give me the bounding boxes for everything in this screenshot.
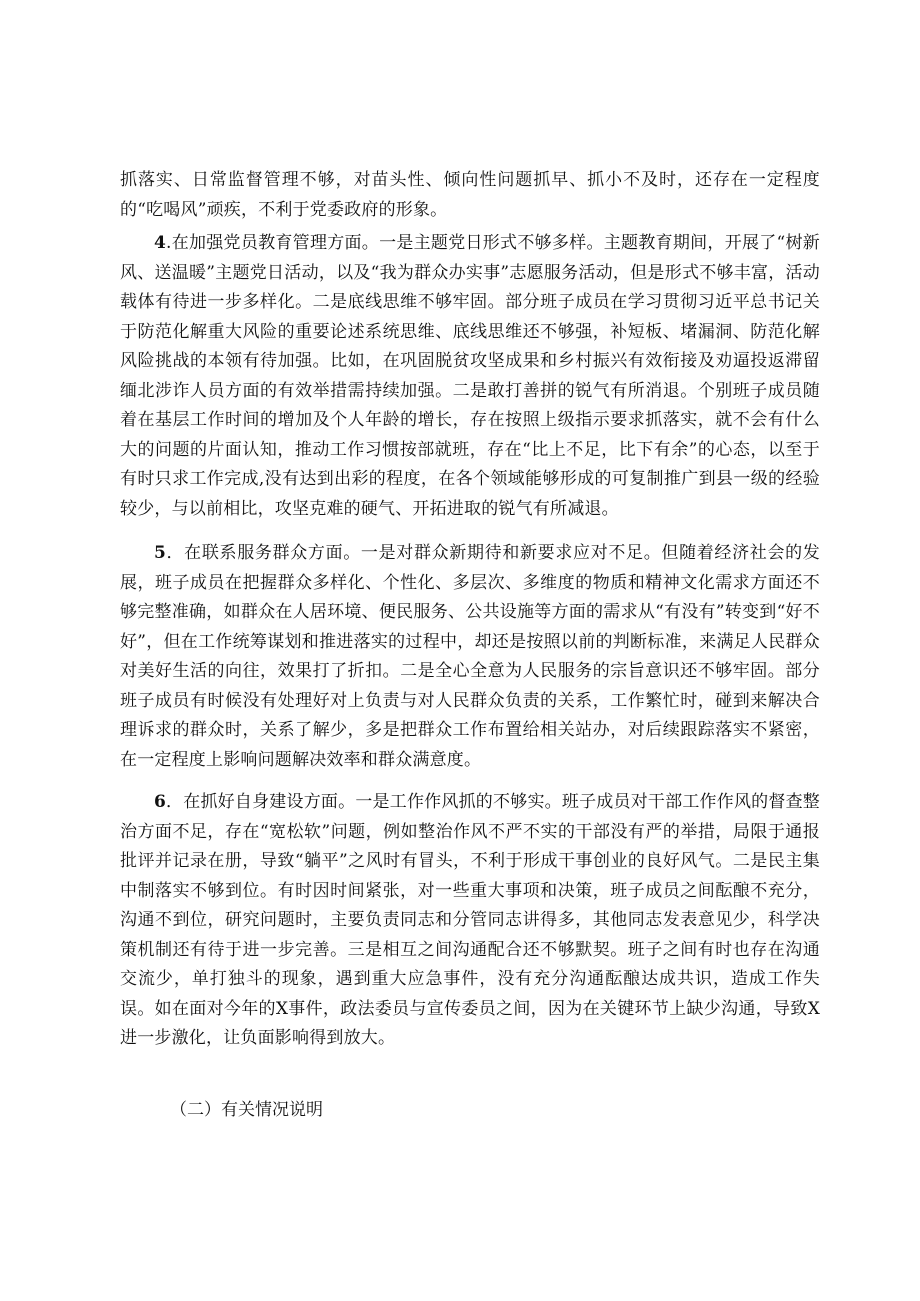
paragraph-number: 4 (154, 233, 167, 253)
paragraph-item-4 (120, 229, 820, 524)
paragraph-number: 5 (154, 543, 167, 563)
paragraph-continuation (120, 166, 820, 225)
paragraph-text: ．在抓好自身建设方面。一是工作作风抓的不够实。班子成员对干部工作作风的督查整治方面不足，存在“宽松软”问题，例如整治作风不严不实的干部没有严的举措，局限于通报批评并记录在册，导致“躺平”之风时有冒头，不利于形成干事创业的良好风气。二是民主集中制落实不够到位。有时因时间紧张，对一些重大事项和决策，班子成员之间酝酿不充分，沟通不到位，研究问题时，主要负责同志和分管同志讲得多，其他同志发表意见少，科学决策机制还有待于进一步完善。三是相互之间沟通配合还不够默契。班子之间有时也存在沟通交流少，单打独斗的现象，遇到重大应急事件，没有充分沟通酝酿达成共识，造成工作失误。如在面对今年的X事件，政法委员与宣传委员之间，因为在关键环节上缺少沟通，导致X进一步激化，让负面影响得到放大。 (120, 792, 820, 1048)
paragraph-text: 抓落实、日常监督管理不够，对苗头性、倾向性问题抓早、抓小不及时，还存在一定程度的“吃喝风”顽疾，不利于党委政府的形象。 (120, 170, 820, 220)
section-heading: （二）有关情况说明 (170, 1100, 323, 1120)
paragraph-text: ．在联系服务群众方面。一是对群众新期待和新要求应对不足。但随着经济社会的发展，班子成员在把握群众多样化、个性化、多层次、多维度的物质和精神文化需求方面还不够完整准确，如群众在人居环境、便民服务、公共设施等方面的需求从“有没有”转变到“好不好”，但在工作统筹谋划和推进落实的过程中，却还是按照以前的判断标准，来满足人民群众对美好生活的向往，效果打了折扣。二是全心全意为人民服务的宗旨意识还不够牢固。部分班子成员有时候没有处理好对上负责与对人民群众负责的关系，工作繁忙时，碰到来解决合理诉求的群众时，关系了解少，多是把群众工作布置给相关站办，对后续跟踪落实不紧密，在一定程度上影响问题解决效率和群众满意度。 (120, 543, 820, 770)
paragraph-text: .在加强党员教育管理方面。一是主题党日形式不够多样。主题教育期间，开展了“树新风、送温暖”主题党日活动，以及“我为群众办实事”志愿服务活动，但是形式不够丰富，活动载体有待进一步多样化。二是底线思维不够牢固。部分班子成员在学习贯彻习近平总书记关于防范化解重大风险的重要论述系统思维、底线思维还不够强，补短板、堵漏洞、防范化解风险挑战的本领有待加强。比如，在巩固脱贫攻坚成果和乡村振兴有效衔接及劝逼投返滞留缅北涉诈人员方面的有效举措需持续加强。二是敢打善拼的锐气有所消退。个别班子成员随着在基层工作时间的增加及个人年龄的增长，存在按照上级指示要求抓落实，就不会有什么大的问题的片面认知，推动工作习惯按部就班，存在“比上不足，比下有余”的心态，以至于有时只求工作完成,没有达到出彩的程度，在各个领域能够形成的可复制推广到县一级的经验较少，与以前相比，攻坚克难的硬气、开拓进取的锐气有所减退。 (120, 233, 820, 519)
paragraph-item-6 (120, 788, 820, 1054)
paragraph-item-5 (120, 539, 820, 775)
paragraph-number: 6 (154, 792, 167, 812)
